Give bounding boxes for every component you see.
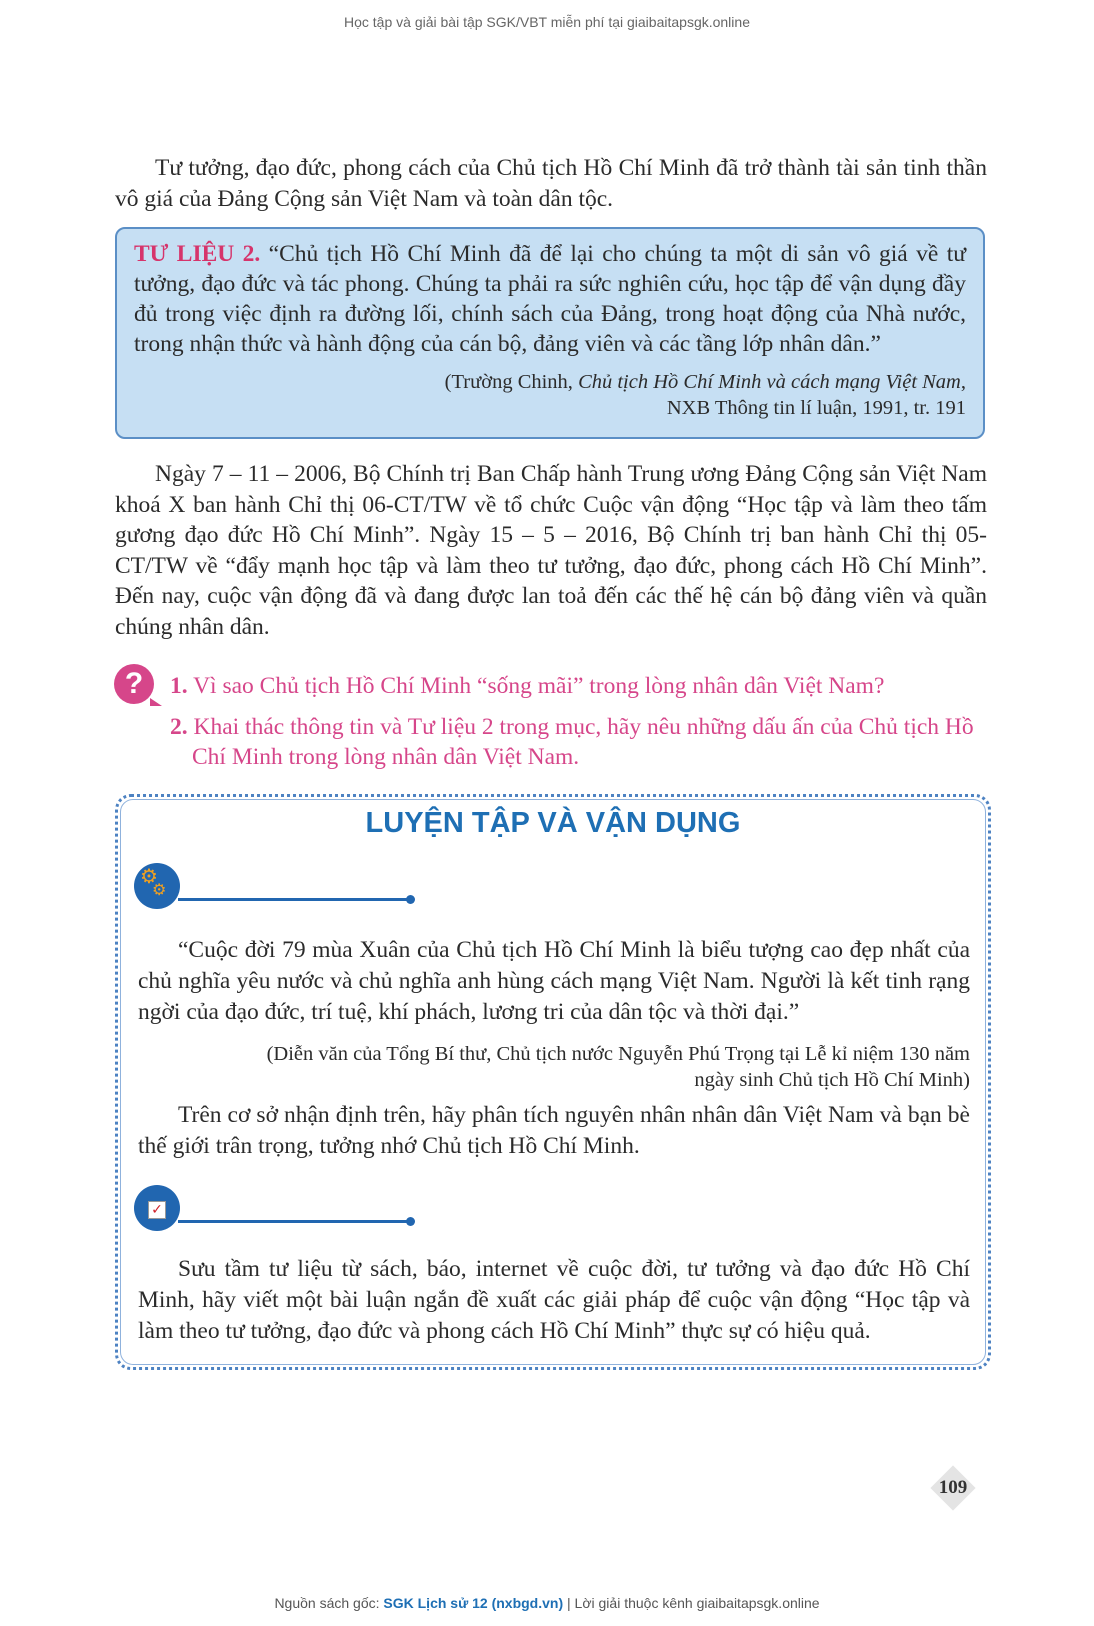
body-paragraph-text: Ngày 7 – 11 – 2006, Bộ Chính trị Ban Chấp hành Trung ương Đảng Cộng sản Việt Nam khoá X ban hành Chỉ thị 06-CT/TW về tổ chức Cuộc vận động “Học tập và làm theo tấm gương đạo đức Hồ Chí Minh”. Ngày 15 – 5 – 2016, Bộ Chính trị ban hành Chỉ thị 05-CT/TW về “đẩy mạnh học tập và làm theo tư tưởng, đạo đức, phong cách Hồ Chí Minh”. Đến nay, cuộc vận động đã và đang được lan toả đến các thế hệ cán bộ đảng viên và quần chúng nhân dân.: [115, 461, 987, 640]
footer-suffix: | Lời giải thuộc kênh giaibaitapsgk.online: [563, 1595, 820, 1611]
question-2: [170, 712, 990, 772]
gear-small-icon: ⚙: [152, 882, 167, 899]
question-1-number: 1.: [170, 673, 188, 699]
application-divider-dot: [406, 1217, 415, 1226]
application-task: [138, 1254, 970, 1347]
footer-source-link[interactable]: SGK Lịch sử 12 (nxbgd.vn): [383, 1595, 564, 1611]
practice-quote-text: “Cuộc đời 79 mùa Xuân của Chủ tịch Hồ Chí Minh là biểu tượng cao đẹp nhất của chủ nghĩa yêu nước và chủ nghĩa anh hùng cách mạng Việt Nam. Người là kết tinh rạng ngời của đạo đức, trí tuệ, khí phách, lương tri của dân tộc và thời đại.”: [138, 937, 970, 1025]
source-label: TƯ LIỆU 2.: [134, 241, 261, 267]
practice-divider: [178, 898, 410, 901]
question-icon: ?: [114, 664, 154, 704]
source-document-box: [115, 227, 985, 439]
top-banner: Học tập và giải bài tập SGK/VBT miễn phí tại giaibaitapsgk.online: [344, 14, 750, 30]
application-task-text: Sưu tầm tư liệu từ sách, báo, internet về cuộc đời, tư tưởng và đạo đức Hồ Chí Minh, hãy viết một bài luận ngắn đề xuất các giải pháp để cuộc vận động “Học tập và làm theo tư tưởng, đạo đức và phong cách Hồ Chí Minh” thực sự có hiệu quả.: [138, 1256, 970, 1344]
question-1-text: Vì sao Chủ tịch Hồ Chí Minh “sống mãi” trong lòng nhân dân Việt Nam?: [187, 673, 885, 699]
checklist-icon: [134, 1185, 180, 1231]
intro-paragraph-text: Tư tưởng, đạo đức, phong cách của Chủ tịch Hồ Chí Minh đã trở thành tài sản tinh thần vô giá của Đảng Cộng sản Việt Nam và toàn dân tộc.: [115, 155, 987, 212]
practice-cite-line2: ngày sinh Chủ tịch Hồ Chí Minh): [694, 1069, 970, 1091]
source-quote: [134, 239, 966, 359]
footer: [0, 1595, 1094, 1611]
practice-title: LUYỆN TẬP VÀ VẬN DỤNG: [365, 807, 741, 839]
gears-icon: [134, 863, 180, 909]
source-cite-title: Chủ tịch Hồ Chí Minh và cách mạng Việt Nam: [578, 371, 961, 393]
source-cite-publisher: NXB Thông tin lí luận, 1991, tr. 191: [666, 397, 966, 419]
question-1: [170, 671, 990, 701]
practice-citation: [138, 1041, 970, 1093]
practice-quote: [138, 935, 970, 1028]
body-paragraph: [115, 459, 987, 642]
checkmark-icon: ✓: [148, 1201, 166, 1219]
source-quote-text: “Chủ tịch Hồ Chí Minh đã để lại cho chúng ta một di sản vô giá về tư tưởng, đạo đức và tác phong. Chúng ta phải ra sức nghiên cứu, học tập để vận dụng đầy đủ trong việc định ra đường lối, chính sách của Đảng, trong hoạt động của Nhà nước, trong nhận thức và hành động của cán bộ, đảng viên và các tầng lớp nhân dân.”: [134, 241, 966, 357]
source-cite-suffix: ,: [960, 371, 966, 393]
practice-task: [138, 1100, 970, 1162]
practice-task-text: Trên cơ sở nhận định trên, hãy phân tích nguyên nhân nhân dân Việt Nam và bạn bè thế giới trân trọng, tưởng nhớ Chủ tịch Hồ Chí Minh.: [138, 1102, 970, 1159]
practice-box: [115, 794, 991, 1370]
practice-cite-line1: (Diễn văn của Tổng Bí thư, Chủ tịch nước Nguyễn Phú Trọng tại Lễ kỉ niệm 130 năm: [266, 1043, 970, 1065]
source-cite-prefix: (Trường Chinh,: [444, 371, 579, 393]
gear-icon: ⚙: [140, 866, 158, 888]
application-divider: [178, 1220, 410, 1223]
intro-paragraph: [115, 153, 987, 214]
question-2-number: 2.: [170, 714, 188, 740]
footer-prefix: Nguồn sách gốc:: [274, 1595, 384, 1611]
question-2-text: Khai thác thông tin và Tư liệu 2 trong mục, hãy nêu những dấu ấn của Chủ tịch Hồ Chí Minh trong lòng nhân dân Việt Nam.: [187, 714, 974, 770]
source-citation: [134, 369, 966, 421]
page-number: 109: [932, 1467, 974, 1509]
practice-divider-dot: [406, 895, 415, 904]
